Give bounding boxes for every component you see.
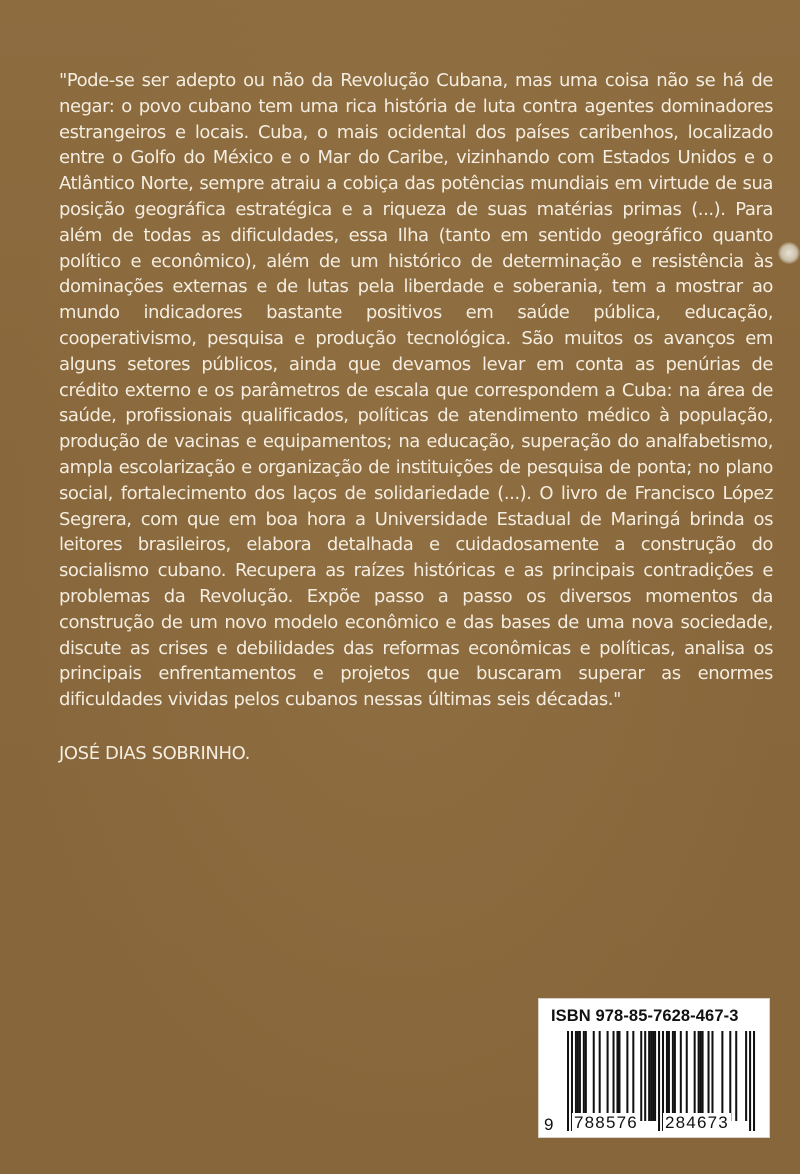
barcode-bar bbox=[749, 1031, 751, 1131]
barcode-bar bbox=[702, 1031, 704, 1121]
barcode-bar bbox=[652, 1031, 654, 1121]
barcode-bar bbox=[599, 1031, 601, 1121]
barcode-bar bbox=[668, 1031, 670, 1121]
barcode-bar bbox=[616, 1031, 618, 1121]
barcode-bar bbox=[640, 1031, 642, 1121]
barcode-bar bbox=[674, 1031, 676, 1121]
barcode-bar bbox=[575, 1031, 577, 1121]
barcode-bar bbox=[694, 1031, 696, 1121]
barcode-bar bbox=[618, 1031, 620, 1121]
barcode-bar bbox=[644, 1031, 646, 1121]
barcode-bar bbox=[666, 1031, 668, 1121]
barcode-bar bbox=[745, 1031, 747, 1121]
cover-smudge bbox=[778, 242, 800, 264]
barcode-bar bbox=[753, 1031, 755, 1131]
barcode-bar bbox=[698, 1031, 700, 1121]
barcode-bar bbox=[711, 1031, 713, 1121]
barcode-bar bbox=[579, 1031, 581, 1121]
barcode-bar bbox=[735, 1031, 737, 1121]
barcode-bar bbox=[654, 1031, 656, 1121]
barcode-bar bbox=[613, 1031, 615, 1121]
barcode-digits-left: 788576 bbox=[574, 1113, 638, 1132]
barcode-bar bbox=[632, 1031, 634, 1121]
blurb-author: JOSÉ DIAS SOBRINHO. bbox=[59, 743, 250, 764]
barcode-bar bbox=[585, 1031, 587, 1121]
barcode-bar bbox=[680, 1031, 682, 1121]
barcode-bar bbox=[583, 1031, 585, 1121]
isbn-barcode-box bbox=[538, 998, 770, 1138]
barcode-bar bbox=[650, 1031, 652, 1121]
blurb-text: "Pode-se ser adepto ou não da Revolução Cubana, mas uma coisa não se há de negar: o povo cubano tem uma rica história de luta contra agentes dominadores estrangeiros e locais. Cuba, o mais ocidental dos países caribenhos, localizado entre o Golfo do México e o Mar do Caribe, vizinhando com Estados Unidos e o Atlântico Norte, sempre atraiu a cobiça das potências mundiais em virtude de sua posição geográfica estratégica e a riqueza de suas matérias primas (...). Para além de todas as dificuldades, essa Ilha (tanto em sentido geográfico quanto político e econômico), além de um histórico de determinação e resistência às dominações externas e de lutas pela liberdade e soberania, tem a mostrar ao mundo indicadores bastante positivos em saúde pública, educação, cooperativismo, pesquisa e produção tecnológica. São muitos os avanços em alguns setores públicos, ainda que devamos levar em conta as penúrias de crédito externo e os parâmetros de escala que correspondem a Cuba: na área de saúde, profissionais qualificados, políticas de atendimento médico à população, produção de vacinas e equipamentos; na educação, superação do analfabetismo, ampla escolarização e organização de instituições de pesquisa de ponta; no plano social, fortalecimento dos laços de solidariedade (...). O livro de Francisco López Segrera, com que em boa hora a Universidade Estadual de Maringá brinda os leitores brasileiros, elabora detalhada e cuidadosamente a construção do socialismo cubano. Recupera as raízes históricas e as principais contradições e problemas da Revolução. Expõe passo a passo os diversos momentos da construção de um novo modelo econômico e das bases de uma nova sociedade, discute as crises e debilidades das reformas econômicas e políticas, analisa os principais enfrentamentos e projetos que buscaram superar as enormes dificuldades vividas pelos cubanos nessas últimas seis décadas." bbox=[59, 70, 773, 711]
barcode-bar bbox=[593, 1031, 595, 1121]
isbn-label: ISBN 978-85-7628-467-3 bbox=[551, 1007, 739, 1025]
barcode-bar bbox=[721, 1031, 723, 1121]
barcode-bar bbox=[672, 1031, 674, 1121]
barcode-bar bbox=[686, 1031, 688, 1121]
barcode-lead-digit: 9 bbox=[544, 1115, 554, 1134]
barcode-bar bbox=[607, 1031, 609, 1121]
barcode-bar bbox=[658, 1031, 660, 1131]
barcode-bar bbox=[648, 1031, 650, 1121]
barcode-digits-right: 284673 bbox=[665, 1113, 729, 1132]
barcode-bar bbox=[708, 1031, 710, 1121]
barcode-bar bbox=[577, 1031, 579, 1121]
barcode-bar bbox=[700, 1031, 702, 1121]
barcode-bar bbox=[567, 1031, 569, 1131]
barcode-bar bbox=[626, 1031, 628, 1121]
barcode-bar bbox=[729, 1031, 731, 1121]
